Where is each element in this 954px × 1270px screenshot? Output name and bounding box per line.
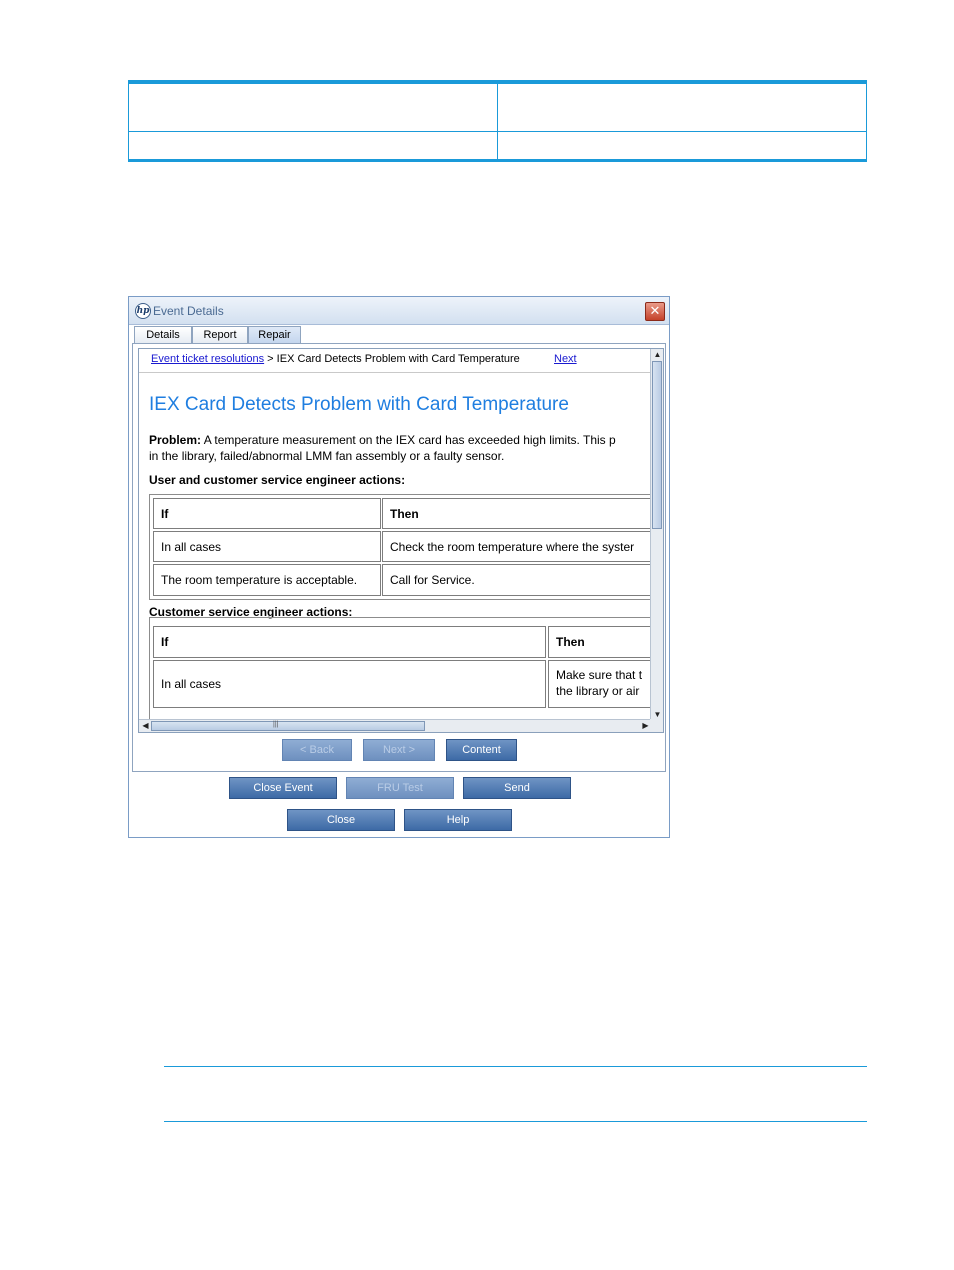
table-header-then: Then bbox=[548, 626, 652, 658]
content-button[interactable]: Content bbox=[446, 739, 517, 761]
breadcrumb bbox=[151, 353, 577, 365]
next-button[interactable]: Next > bbox=[363, 739, 435, 761]
tab-repair[interactable]: Repair bbox=[248, 326, 301, 343]
table-cell: The room temperature is acceptable. bbox=[153, 564, 381, 596]
table-cell bbox=[548, 660, 652, 708]
table-header-if: If bbox=[153, 498, 381, 529]
article-heading: IEX Card Detects Problem with Card Temperature bbox=[149, 394, 569, 415]
send-button[interactable]: Send bbox=[463, 777, 571, 799]
user-actions-title: User and customer service engineer actions: bbox=[149, 473, 406, 487]
close-event-button[interactable]: Close Event bbox=[229, 777, 337, 799]
window-title: Event Details bbox=[153, 304, 224, 318]
problem-paragraph bbox=[149, 432, 652, 464]
tab-details[interactable]: Details bbox=[134, 326, 192, 343]
breadcrumb-link-resolutions[interactable]: Event ticket resolutions bbox=[151, 353, 265, 365]
note-bottom-rule bbox=[164, 1121, 867, 1122]
breadcrumb-current: IEX Card Detects Problem with Card Temperature bbox=[276, 353, 520, 365]
horizontal-scrollbar[interactable] bbox=[139, 719, 652, 732]
problem-text-line2: in the library, failed/abnormal LMM fan assembly or a faulty sensor. bbox=[149, 449, 505, 463]
horizontal-scroll-thumb[interactable] bbox=[151, 721, 425, 731]
table-edge bbox=[866, 84, 867, 159]
back-button[interactable]: < Back bbox=[282, 739, 352, 761]
scroll-up-icon[interactable]: ▲ bbox=[653, 350, 662, 359]
column-divider bbox=[497, 84, 498, 159]
table-cell: In all cases bbox=[153, 660, 546, 708]
table-edge bbox=[128, 84, 129, 159]
breadcrumb-divider bbox=[139, 372, 652, 373]
problem-text-line1: A temperature measurement on the IEX card has exceeded high limits. This p bbox=[201, 433, 616, 447]
title-bar[interactable] bbox=[129, 297, 669, 325]
table-cell-line: the library or air bbox=[556, 684, 640, 698]
help-content bbox=[139, 349, 652, 721]
scroll-down-icon[interactable]: ▼ bbox=[653, 710, 662, 719]
scroll-corner bbox=[650, 719, 663, 732]
event-details-window bbox=[128, 296, 670, 838]
tab-report[interactable]: Report bbox=[192, 326, 248, 343]
cse-actions-title: Customer service engineer actions: bbox=[149, 605, 353, 619]
note-top-rule bbox=[164, 1066, 867, 1067]
close-button[interactable]: Close bbox=[287, 809, 395, 831]
close-window-button[interactable]: ✕ bbox=[645, 302, 665, 321]
table-cell-line: Make sure that t bbox=[556, 668, 643, 682]
vertical-scrollbar[interactable] bbox=[650, 349, 663, 721]
help-viewer bbox=[138, 348, 664, 733]
scroll-right-icon[interactable]: ▶ bbox=[642, 721, 649, 730]
scroll-left-icon[interactable]: ◀ bbox=[142, 721, 149, 730]
breadcrumb-separator: > bbox=[264, 353, 277, 365]
breadcrumb-next-link[interactable]: Next bbox=[554, 353, 577, 365]
hp-logo-icon: hp bbox=[135, 303, 151, 319]
table-cell: Call for Service. bbox=[382, 564, 652, 596]
user-actions-table bbox=[149, 494, 652, 600]
repair-pane bbox=[132, 344, 666, 772]
table-cell: In all cases bbox=[153, 531, 381, 562]
table-header-then: Then bbox=[382, 498, 652, 529]
cse-actions-table bbox=[149, 617, 652, 721]
scroll-grip-icon: ||| bbox=[273, 721, 279, 728]
vertical-scroll-thumb[interactable] bbox=[652, 361, 662, 529]
document-table bbox=[128, 80, 867, 162]
fru-test-button[interactable]: FRU Test bbox=[346, 777, 454, 799]
problem-label: Problem: bbox=[149, 433, 202, 447]
help-button[interactable]: Help bbox=[404, 809, 512, 831]
table-header-if: If bbox=[153, 626, 546, 658]
table-cell: Check the room temperature where the syster bbox=[382, 531, 652, 562]
